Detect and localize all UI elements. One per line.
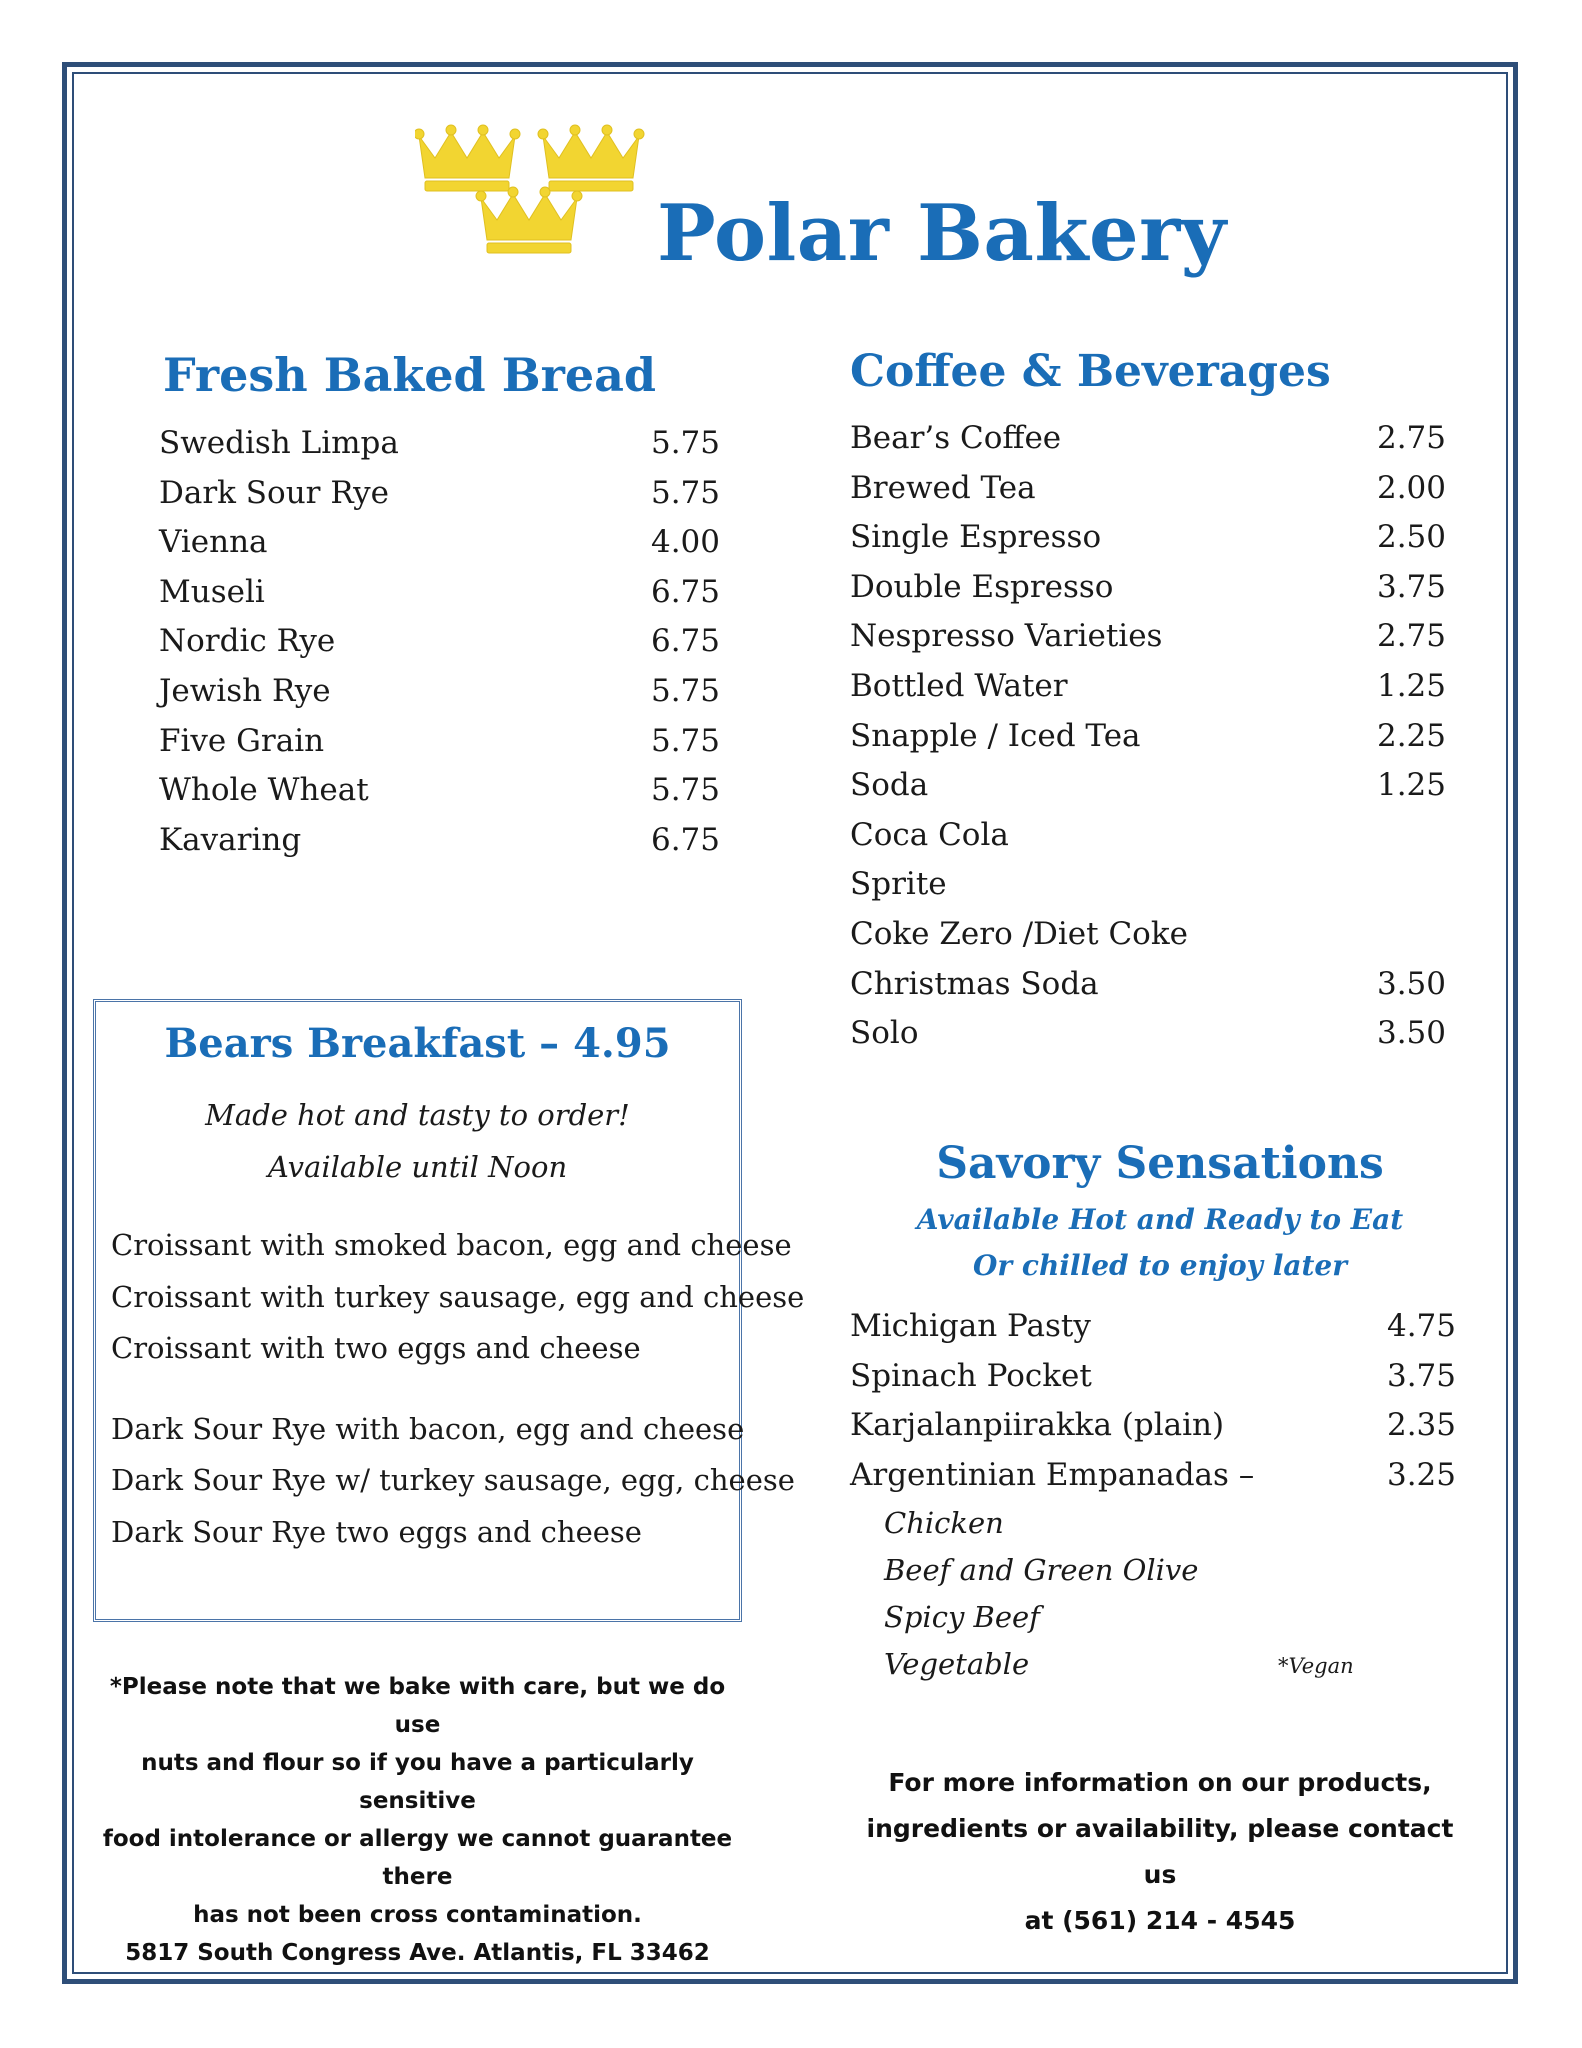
beverage-item-price: 3.50 <box>1376 965 1446 1002</box>
beverage-item-name: Brewed Tea <box>850 469 1036 506</box>
bread-item-price: 4.00 <box>650 524 720 561</box>
bread-heading: Fresh Baked Bread <box>163 348 657 402</box>
bread-item-row <box>159 574 720 610</box>
bread-item-name: Museli <box>159 573 265 610</box>
allergy-line: food intolerance or allergy we cannot guarantee there <box>102 1826 733 1890</box>
bread-item-price: 5.75 <box>650 722 720 759</box>
bread-item-name: Nordic Rye <box>159 623 336 660</box>
contact-line: For more information on our products, <box>888 1768 1432 1797</box>
address: 5817 South Congress Ave. Atlantis, FL 33462 <box>125 1940 710 1966</box>
bread-item-price: 5.75 <box>650 772 720 809</box>
bread-item-row <box>159 475 720 511</box>
savory-item-price: 3.75 <box>1386 1357 1456 1394</box>
beverage-item-name: Bear’s Coffee <box>850 420 1062 456</box>
beverage-item-name: Christmas Soda <box>850 965 1099 1002</box>
bread-item-name: Swedish Limpa <box>159 425 399 461</box>
breakfast-item: Croissant with turkey sausage, egg and cheese <box>111 1280 805 1314</box>
logo <box>415 118 1227 298</box>
bread-item-name: Jewish Rye <box>159 673 331 709</box>
bread-item-name: Whole Wheat <box>159 772 369 809</box>
savory-item-price: 3.25 <box>1386 1456 1456 1493</box>
bread-item-name: Dark Sour Rye <box>159 474 389 511</box>
savory-item-row <box>850 1308 1456 1344</box>
beverage-item-price: 2.75 <box>1376 420 1446 456</box>
beverages-heading: Coffee & Beverages <box>850 346 1331 397</box>
beverage-item-name: Double Espresso <box>850 568 1114 605</box>
savory-item-name: Karjalanpiirakka (plain) <box>850 1407 1225 1444</box>
breakfast-item: Croissant with smoked bacon, egg and cheese <box>111 1228 792 1262</box>
allergy-line: has not been cross contamination. <box>193 1902 642 1928</box>
breakfast-box <box>93 999 805 1622</box>
bread-item-price: 5.75 <box>650 673 720 709</box>
bread-item-row <box>159 723 720 759</box>
savory-subtitle-2: Or chilled to enjoy later <box>973 1249 1347 1282</box>
beverage-item-price: 2.75 <box>1376 618 1446 655</box>
beverage-item-name: Soda <box>850 767 929 804</box>
bread-item-name: Kavaring <box>159 821 302 858</box>
savory-subtitle: Available Hot and Ready to Eat <box>916 1203 1404 1236</box>
beverage-item-price: 2.25 <box>1376 717 1446 754</box>
beverage-item-name: Snapple / Iced Tea <box>850 717 1141 754</box>
bread-item-price: 6.75 <box>650 623 720 660</box>
beverage-item-row <box>850 618 1446 654</box>
beverage-item-name: Coca Cola <box>850 816 1009 853</box>
contact-info <box>850 1760 1470 1944</box>
empanada-spicy-beef: Spicy Beef <box>884 1600 1040 1634</box>
beverage-item-price: 3.75 <box>1376 568 1446 605</box>
bread-item-price: 6.75 <box>650 573 720 610</box>
bread-item-row <box>159 673 720 709</box>
savory-heading: Savory Sensations <box>936 1138 1384 1189</box>
savory-item-row <box>850 1358 1456 1394</box>
beverage-item-row <box>850 569 1446 605</box>
beverage-item-price: 2.00 <box>1376 469 1446 506</box>
empanada-chicken: Chicken <box>884 1506 1004 1540</box>
empanada-vegetable: Vegetable <box>884 1647 1030 1681</box>
beverage-item-price: 1.25 <box>1376 767 1446 804</box>
savory-item-price: 2.35 <box>1386 1407 1456 1444</box>
bread-item-price: 5.75 <box>650 425 720 461</box>
beverage-item-row <box>850 470 1446 506</box>
empanada-beef-olive: Beef and Green Olive <box>884 1553 1199 1587</box>
three-crowns-icon <box>415 118 655 258</box>
allergy-note <box>93 1668 742 1972</box>
beverage-item-price: 2.50 <box>1376 519 1446 556</box>
bread-item-row <box>159 623 720 659</box>
savory-item-row <box>850 1457 1456 1493</box>
breakfast-heading: Bears Breakfast – 4.95 <box>164 1020 671 1067</box>
savory-item-price: 4.75 <box>1386 1308 1456 1344</box>
breakfast-subtitle: Made hot and tasty to order! <box>205 1098 630 1132</box>
brand-name: Polar Bakery <box>657 188 1227 279</box>
beverage-item-row <box>850 866 1446 902</box>
beverage-item-name: Bottled Water <box>850 668 1068 704</box>
beverage-item-name: Sprite <box>850 866 947 903</box>
beverage-item-row <box>850 420 1446 456</box>
beverage-item-row <box>850 519 1446 555</box>
bread-item-name: Vienna <box>159 524 268 561</box>
beverage-item-row <box>850 668 1446 704</box>
beverage-item-row <box>850 1015 1446 1051</box>
allergy-line: nuts and flour so if you have a particularly sensitive <box>141 1750 694 1814</box>
savory-item-name: Argentinian Empanadas – <box>850 1456 1255 1493</box>
breakfast-availability: Available until Noon <box>267 1150 568 1184</box>
beverage-item-row <box>850 767 1446 803</box>
beverage-item-row <box>850 966 1446 1002</box>
savory-item-row <box>850 1407 1456 1443</box>
breakfast-item: Dark Sour Rye two eggs and cheese <box>111 1515 642 1549</box>
beverage-item-name: Solo <box>850 1015 919 1052</box>
beverage-item-name: Nespresso Varieties <box>850 618 1163 655</box>
contact-phone: at (561) 214 - 4545 <box>1024 1906 1296 1935</box>
breakfast-item: Croissant with two eggs and cheese <box>111 1331 641 1365</box>
savory-item-name: Michigan Pasty <box>850 1308 1091 1344</box>
bread-item-row <box>159 524 720 560</box>
beverage-item-price: 1.25 <box>1376 668 1446 704</box>
beverage-item-row <box>850 916 1446 952</box>
beverage-item-name: Coke Zero /Diet Coke <box>850 916 1188 952</box>
contact-line: ingredients or availability, please contact us <box>866 1814 1454 1889</box>
beverage-item-row <box>850 817 1446 853</box>
allergy-line: *Please note that we bake with care, but we do use <box>109 1674 726 1738</box>
bread-item-price: 6.75 <box>650 821 720 858</box>
bread-item-row <box>159 425 720 461</box>
bread-item-row <box>159 772 720 808</box>
bread-item-row <box>159 822 720 858</box>
beverage-item-name: Single Espresso <box>850 519 1102 556</box>
beverage-item-row <box>850 718 1446 754</box>
bread-item-name: Five Grain <box>159 722 325 759</box>
bread-item-price: 5.75 <box>650 474 720 511</box>
beverage-item-price: 3.50 <box>1376 1015 1446 1052</box>
vegan-note: *Vegan <box>1278 1654 1354 1678</box>
breakfast-item: Dark Sour Rye w/ turkey sausage, egg, cheese <box>111 1463 795 1497</box>
breakfast-item: Dark Sour Rye with bacon, egg and cheese <box>111 1412 745 1446</box>
savory-item-name: Spinach Pocket <box>850 1357 1092 1394</box>
